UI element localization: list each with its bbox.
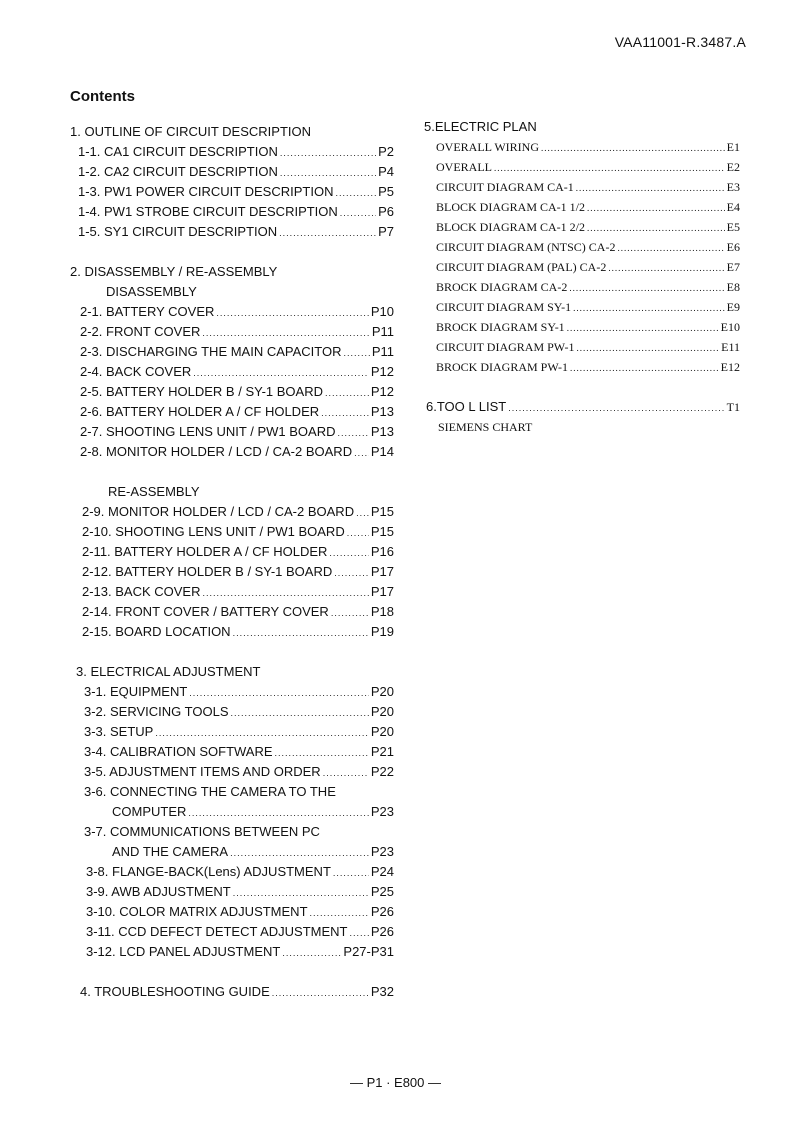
toc-entry[interactable]: 3-10. COLOR MATRIX ADJUSTMENT ..... P26	[86, 902, 394, 922]
toc-entry[interactable]: 2-13. BACK COVER ..... P17	[82, 582, 394, 602]
section-1-heading: 1. OUTLINE OF CIRCUIT DESCRIPTION	[70, 124, 312, 139]
toc-entry[interactable]: BROCK DIAGRAM SY-1 ..... E10	[436, 317, 740, 337]
toc-entry[interactable]: CIRCUIT DIAGRAM (NTSC) CA-2 ..... E6	[436, 237, 740, 257]
toc-entry[interactable]: CIRCUIT DIAGRAM (PAL) CA-2 ..... E7	[436, 257, 740, 277]
spacer	[70, 242, 394, 262]
page-footer: — P1 · E800 —	[349, 1075, 442, 1090]
spacer	[70, 462, 394, 482]
toc-entry[interactable]: 2-7. SHOOTING LENS UNIT / PW1 BOARD ..... P13	[80, 422, 394, 442]
toc-entry[interactable]: BLOCK DIAGRAM CA-1 1/2 ..... E4	[436, 197, 740, 217]
toc-entry[interactable]: OVERALL ..... E2	[436, 157, 740, 177]
toc-entry-section-6[interactable]: 6.TOO L LIST ..... T1	[426, 397, 740, 417]
document-id: VAA11001-R.3487.A	[614, 34, 746, 50]
toc-entry[interactable]: 2-15. BOARD LOCATION ..... P19	[82, 622, 394, 642]
reassembly-subheading: RE-ASSEMBLY	[108, 484, 200, 499]
toc-entry[interactable]: 3-5. ADJUSTMENT ITEMS AND ORDER ..... P22	[84, 762, 394, 782]
toc-entry[interactable]: 2-10. SHOOTING LENS UNIT / PW1 BOARD ..... P15	[82, 522, 394, 542]
toc-entry[interactable]: 3-4. CALIBRATION SOFTWARE ..... P21	[84, 742, 394, 762]
toc-entry[interactable]: OVERALL WIRING ..... E1	[436, 137, 740, 157]
left-toc-column	[70, 122, 394, 1002]
disassembly-subheading: DISASSEMBLY	[106, 284, 197, 299]
toc-entry[interactable]: 3-9. AWB ADJUSTMENT ..... P25	[86, 882, 394, 902]
toc-entry[interactable]: 2-9. MONITOR HOLDER / LCD / CA-2 BOARD ..... P15	[82, 502, 394, 522]
toc-entry[interactable]: CIRCUIT DIAGRAM CA-1 ..... E3	[436, 177, 740, 197]
toc-entry[interactable]: BROCK DIAGRAM CA-2 ..... E8	[436, 277, 740, 297]
spacer	[70, 642, 394, 662]
section-3-heading: 3. ELECTRICAL ADJUSTMENT	[76, 664, 261, 679]
toc-entry[interactable]: 2-2. FRONT COVER ..... P11	[80, 322, 394, 342]
toc-entry-section-4[interactable]: 4. TROUBLESHOOTING GUIDE ..... P32	[80, 982, 394, 1002]
toc-entry[interactable]: 3-3. SETUP ..... P20	[84, 722, 394, 742]
toc-entry[interactable]: BLOCK DIAGRAM CA-1 2/2 ..... E5	[436, 217, 740, 237]
toc-entry[interactable]: 2-5. BATTERY HOLDER B / SY-1 BOARD ..... P12	[80, 382, 394, 402]
toc-entry[interactable]: 1-2. CA2 CIRCUIT DESCRIPTION ..... P4	[78, 162, 394, 182]
toc-entry[interactable]: 3-2. SERVICING TOOLS ..... P20	[84, 702, 394, 722]
toc-entry[interactable]: 2-1. BATTERY COVER ..... P10	[80, 302, 394, 322]
section-5-heading: 5.ELECTRIC PLAN	[424, 119, 537, 134]
toc-entry-line[interactable]: 3-7. COMMUNICATIONS BETWEEN PC	[84, 824, 320, 839]
toc-entry[interactable]: COMPUTER ..... P23	[112, 802, 394, 822]
toc-entry[interactable]: 2-12. BATTERY HOLDER B / SY-1 BOARD ..... P17	[82, 562, 394, 582]
right-toc-column	[424, 117, 740, 437]
toc-entry[interactable]: 1-1. CA1 CIRCUIT DESCRIPTION ..... P2	[78, 142, 394, 162]
toc-entry[interactable]: 2-4. BACK COVER ..... P12	[80, 362, 394, 382]
toc-entry[interactable]: 3-1. EQUIPMENT ..... P20	[84, 682, 394, 702]
toc-entry[interactable]: 1-3. PW1 POWER CIRCUIT DESCRIPTION ..... P5	[78, 182, 394, 202]
toc-entry[interactable]: AND THE CAMERA ..... P23	[112, 842, 394, 862]
toc-entry[interactable]: 2-6. BATTERY HOLDER A / CF HOLDER ..... P13	[80, 402, 394, 422]
siemens-chart-entry[interactable]: SIEMENS CHART	[438, 420, 533, 434]
contents-title: Contents	[70, 88, 135, 105]
toc-entry-line[interactable]: 3-6. CONNECTING THE CAMERA TO THE	[84, 784, 336, 799]
section-2-heading: 2. DISASSEMBLY / RE-ASSEMBLY	[70, 264, 278, 279]
toc-entry[interactable]: 3-8. FLANGE-BACK(Lens) ADJUSTMENT ..... P24	[86, 862, 394, 882]
spacer	[70, 962, 394, 982]
toc-entry[interactable]: 1-5. SY1 CIRCUIT DESCRIPTION ..... P7	[78, 222, 394, 242]
toc-entry[interactable]: 2-3. DISCHARGING THE MAIN CAPACITOR ..... P11	[80, 342, 394, 362]
toc-entry[interactable]: CIRCUIT DIAGRAM SY-1 ..... E9	[436, 297, 740, 317]
toc-entry[interactable]: 1-4. PW1 STROBE CIRCUIT DESCRIPTION ..... P6	[78, 202, 394, 222]
toc-entry[interactable]: 3-11. CCD DEFECT DETECT ADJUSTMENT ..... P26	[86, 922, 394, 942]
toc-entry[interactable]: 2-14. FRONT COVER / BATTERY COVER ..... P18	[82, 602, 394, 622]
spacer	[424, 377, 740, 397]
toc-entry[interactable]: 2-11. BATTERY HOLDER A / CF HOLDER ..... P16	[82, 542, 394, 562]
toc-entry[interactable]: BROCK DIAGRAM PW-1 ..... E12	[436, 357, 740, 377]
toc-entry[interactable]: 2-8. MONITOR HOLDER / LCD / CA-2 BOARD ..... P14	[80, 442, 394, 462]
toc-entry[interactable]: 3-12. LCD PANEL ADJUSTMENT ..... P27-P31	[86, 942, 394, 962]
toc-entry[interactable]: CIRCUIT DIAGRAM PW-1 ..... E11	[436, 337, 740, 357]
